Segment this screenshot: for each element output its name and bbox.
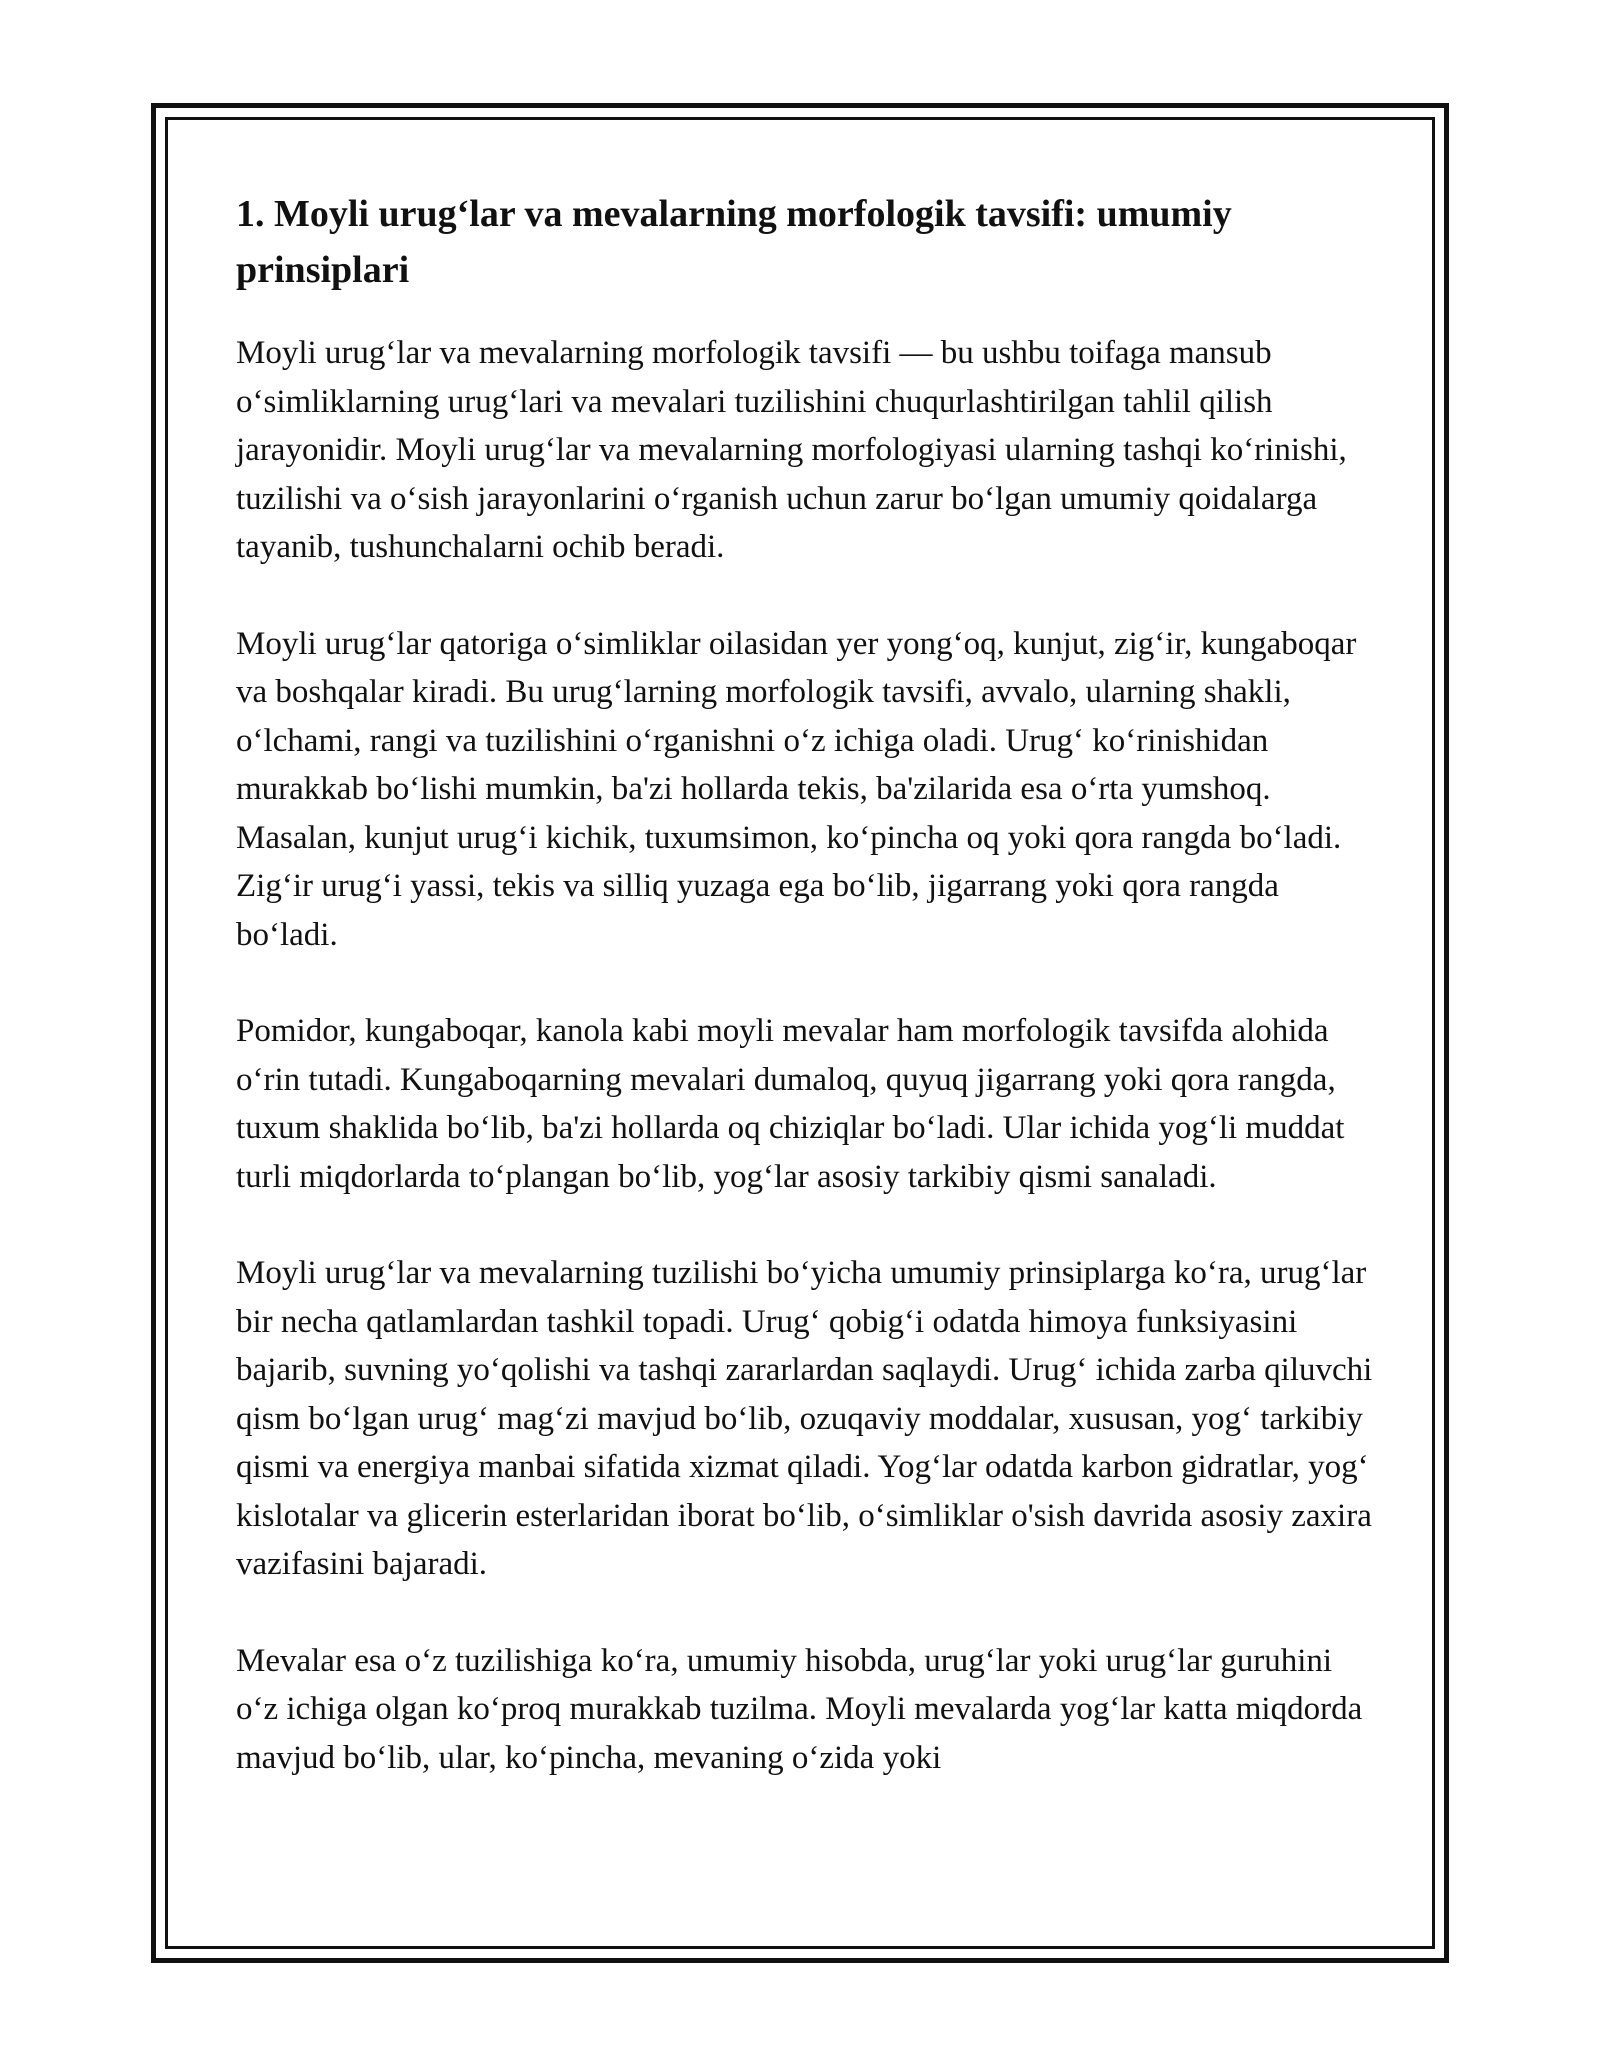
paragraph-oil-fruits: Pomidor, kungaboqar, kanola kabi moyli mevalar ham morfologik tavsifda alohida o‘rin tutadi. Kungaboqarning mevalari dumaloq, quyuq jigarrang yoki qora rangda, tuxum shaklida bo‘lib, ba'zi hollarda oq chiziqlar bo‘ladi. Ular ichida yog‘li muddat turli miqdorlarda to‘plangan bo‘lib, yog‘lar asosiy tarkibiy qismi sanaladi.: [236, 1013, 1345, 1195]
document-body: [236, 186, 1376, 1782]
paragraph-seed-structure: Moyli urug‘lar va mevalarning tuzilishi bo‘yicha umumiy prinsiplarga ko‘ra, urug‘lar bir necha qatlamlardan tashkil topadi. Urug‘ qobig‘i odatda himoya funksiyasini bajarib, suvning yo‘qolishi va tashqi zararlardan saqlaydi. Urug‘ ichida zarba qiluvchi qism bo‘lgan urug‘ mag‘zi mavjud bo‘lib, ozuqaviy moddalar, xususan, yog‘ tarkibiy qismi va energiya manbai sifatida xizmat qiladi. Yog‘lar odatda karbon gidratlar, yog‘ kislotalar va glicerin esterlaridan iborat bo‘lib, o‘simliklar o'sish davrida asosiy zaxira vazifasini bajaradi.: [236, 1255, 1373, 1582]
paragraph-fruit-structure: Mevalar esa o‘z tuzilishiga ko‘ra, umumiy hisobda, urug‘lar yoki urug‘lar guruhini o‘z ichiga olgan ko‘proq murakkab tuzilma. Moyli mevalarda yog‘lar katta miqdorda mavjud bo‘lib, ular, ko‘pincha, mevaning o‘zida yoki: [236, 1642, 1363, 1776]
section-heading: 1. Moyli urug‘lar va mevalarning morfologik tavsifi: umumiy prinsiplari: [236, 193, 1232, 291]
paragraph-oil-seeds: Moyli urug‘lar qatoriga o‘simliklar oilasidan yer yong‘oq, kunjut, zig‘ir, kungaboqar va boshqalar kiradi. Bu urug‘larning morfologik tavsifi, avvalo, ularning shakli, o‘lchami, rangi va tuzilishini o‘rganishni o‘z ichiga oladi. Urug‘ ko‘rinishidan murakkab bo‘lishi mumkin, ba'zi hollarda tekis, ba'zilarida esa o‘rta yumshoq. Masalan, kunjut urug‘i kichik, tuxumsimon, ko‘pincha oq yoki qora rangda bo‘ladi. Zig‘ir urug‘i yassi, tekis va silliq yuzaga ega bo‘lib, jigarrang yoki qora rangda bo‘ladi.: [236, 625, 1357, 953]
paragraph-intro: Moyli urug‘lar va mevalarning morfologik tavsifi — bu ushbu toifaga mansub o‘simliklarning urug‘lari va mevalari tuzilishini chuqurlashtirilgan tahlil qilish jarayonidir. Moyli urug‘lar va mevalarning morfologiyasi ularning tashqi ko‘rinishi, tuzilishi va o‘sish jarayonlarini o‘rganish uchun zarur bo‘lgan umumiy qoidalarga tayanib, tushunchalarni ochib beradi.: [236, 335, 1347, 565]
